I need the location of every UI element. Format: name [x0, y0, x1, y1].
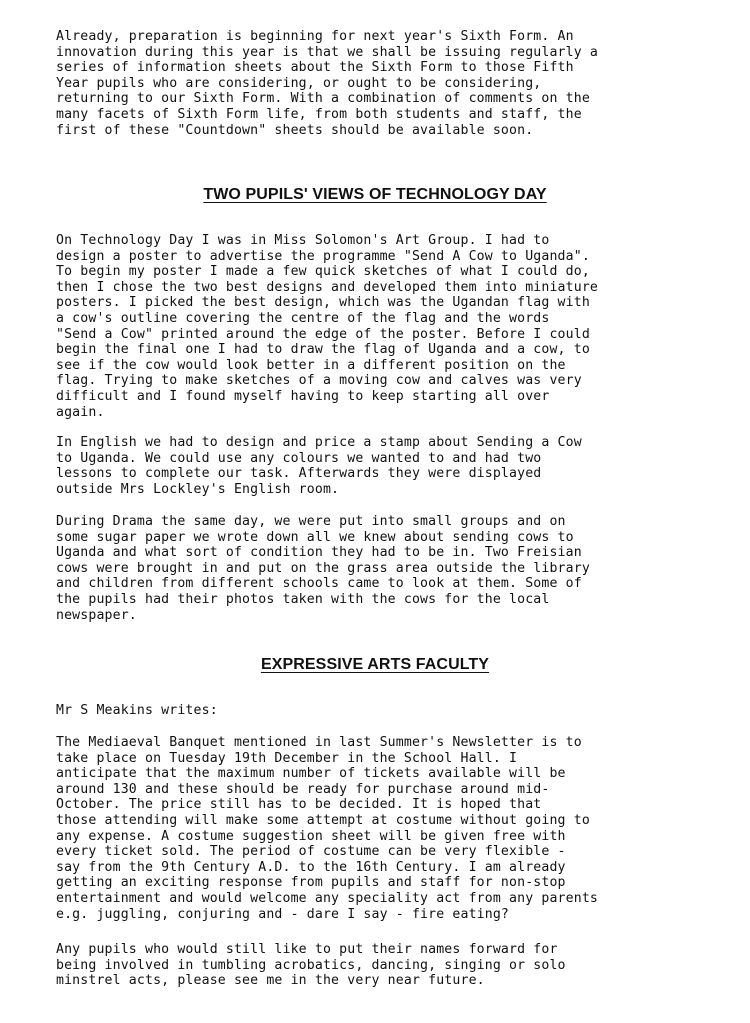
technology-day-heading: TWO PUPILS' VIEWS OF TECHNOLOGY DAY [203, 186, 547, 203]
technology-english-paragraph: In English we had to design and price a stamp about Sending a Cow to Uganda. We could use any colours we wanted to and had two lessons to complete our task. Afterwards they were displayed outside Mrs Lockley's English room. [56, 435, 582, 497]
mediaeval-banquet-paragraph: The Mediaeval Banquet mentioned in last Summer's Newsletter is to take place on Tuesday 19th December in the School Hall. I anticipate that the maximum number of tickets available will be around 130 and these should be ready for purchase around mid- October. The price still has to be decided. It is hoped that those attending will make some attempt at costume without going to any expense. A costume suggestion sheet will be given free with every ticket sold. The period of costume can be very flexible - say from the 9th Century A.D. to the 16th Century. I am already getting an exciting response from pupils and staff for non-stop entertainment and would welcome any speciality act from any parents e.g. juggling, conjuring and - dare I say - fire eating? [56, 735, 598, 922]
technology-drama-paragraph: During Drama the same day, we were put into small groups and on some sugar paper we wrote down all we knew about sending cows to Uganda and what sort of condition they had to be in. Two Freisian cows were brought in and put on the grass area outside the library and children from different schools came to look at them. Some of the pupils had their photos taken with the cows for the local newspaper. [56, 514, 590, 623]
technology-art-group-paragraph: On Technology Day I was in Miss Solomon's Art Group. I had to design a poster to advertise the programme "Send A Cow to Uganda". To begin my poster I made a few quick sketches of what I could do, then I chose the two best designs and developed them into miniature posters. I picked the best design, which was the Ugandan flag with a cow's outline covering the centre of the flag and the words "Send a Cow" printed around the edge of the poster. Before I could begin the final one I had to draw the flag of Uganda and a cow, to see if the cow would look better in a different position on the flag. Trying to make sketches of a moving cow and calves was very difficult and I found myself having to keep starting all over again. [56, 233, 598, 420]
expressive-arts-byline: Mr S Meakins writes: [56, 703, 218, 718]
pupil-acts-paragraph: Any pupils who would still like to put their names forward for being involved in tumbling acrobatics, dancing, singing or solo minstrel acts, please see me in the very near future. [56, 942, 566, 989]
sixth-form-intro-paragraph: Already, preparation is beginning for next year's Sixth Form. An innovation during this year is that we shall be issuing regularly a series of information sheets about the Sixth Form to those Fifth Year pupils who are considering, or ought to be considering, returning to our Sixth Form. With a combination of comments on the many facets of Sixth Form life, from both students and staff, the first of these "Countdown" sheets should be available soon. [56, 29, 598, 138]
expressive-arts-heading: EXPRESSIVE ARTS FACULTY [260, 656, 490, 673]
